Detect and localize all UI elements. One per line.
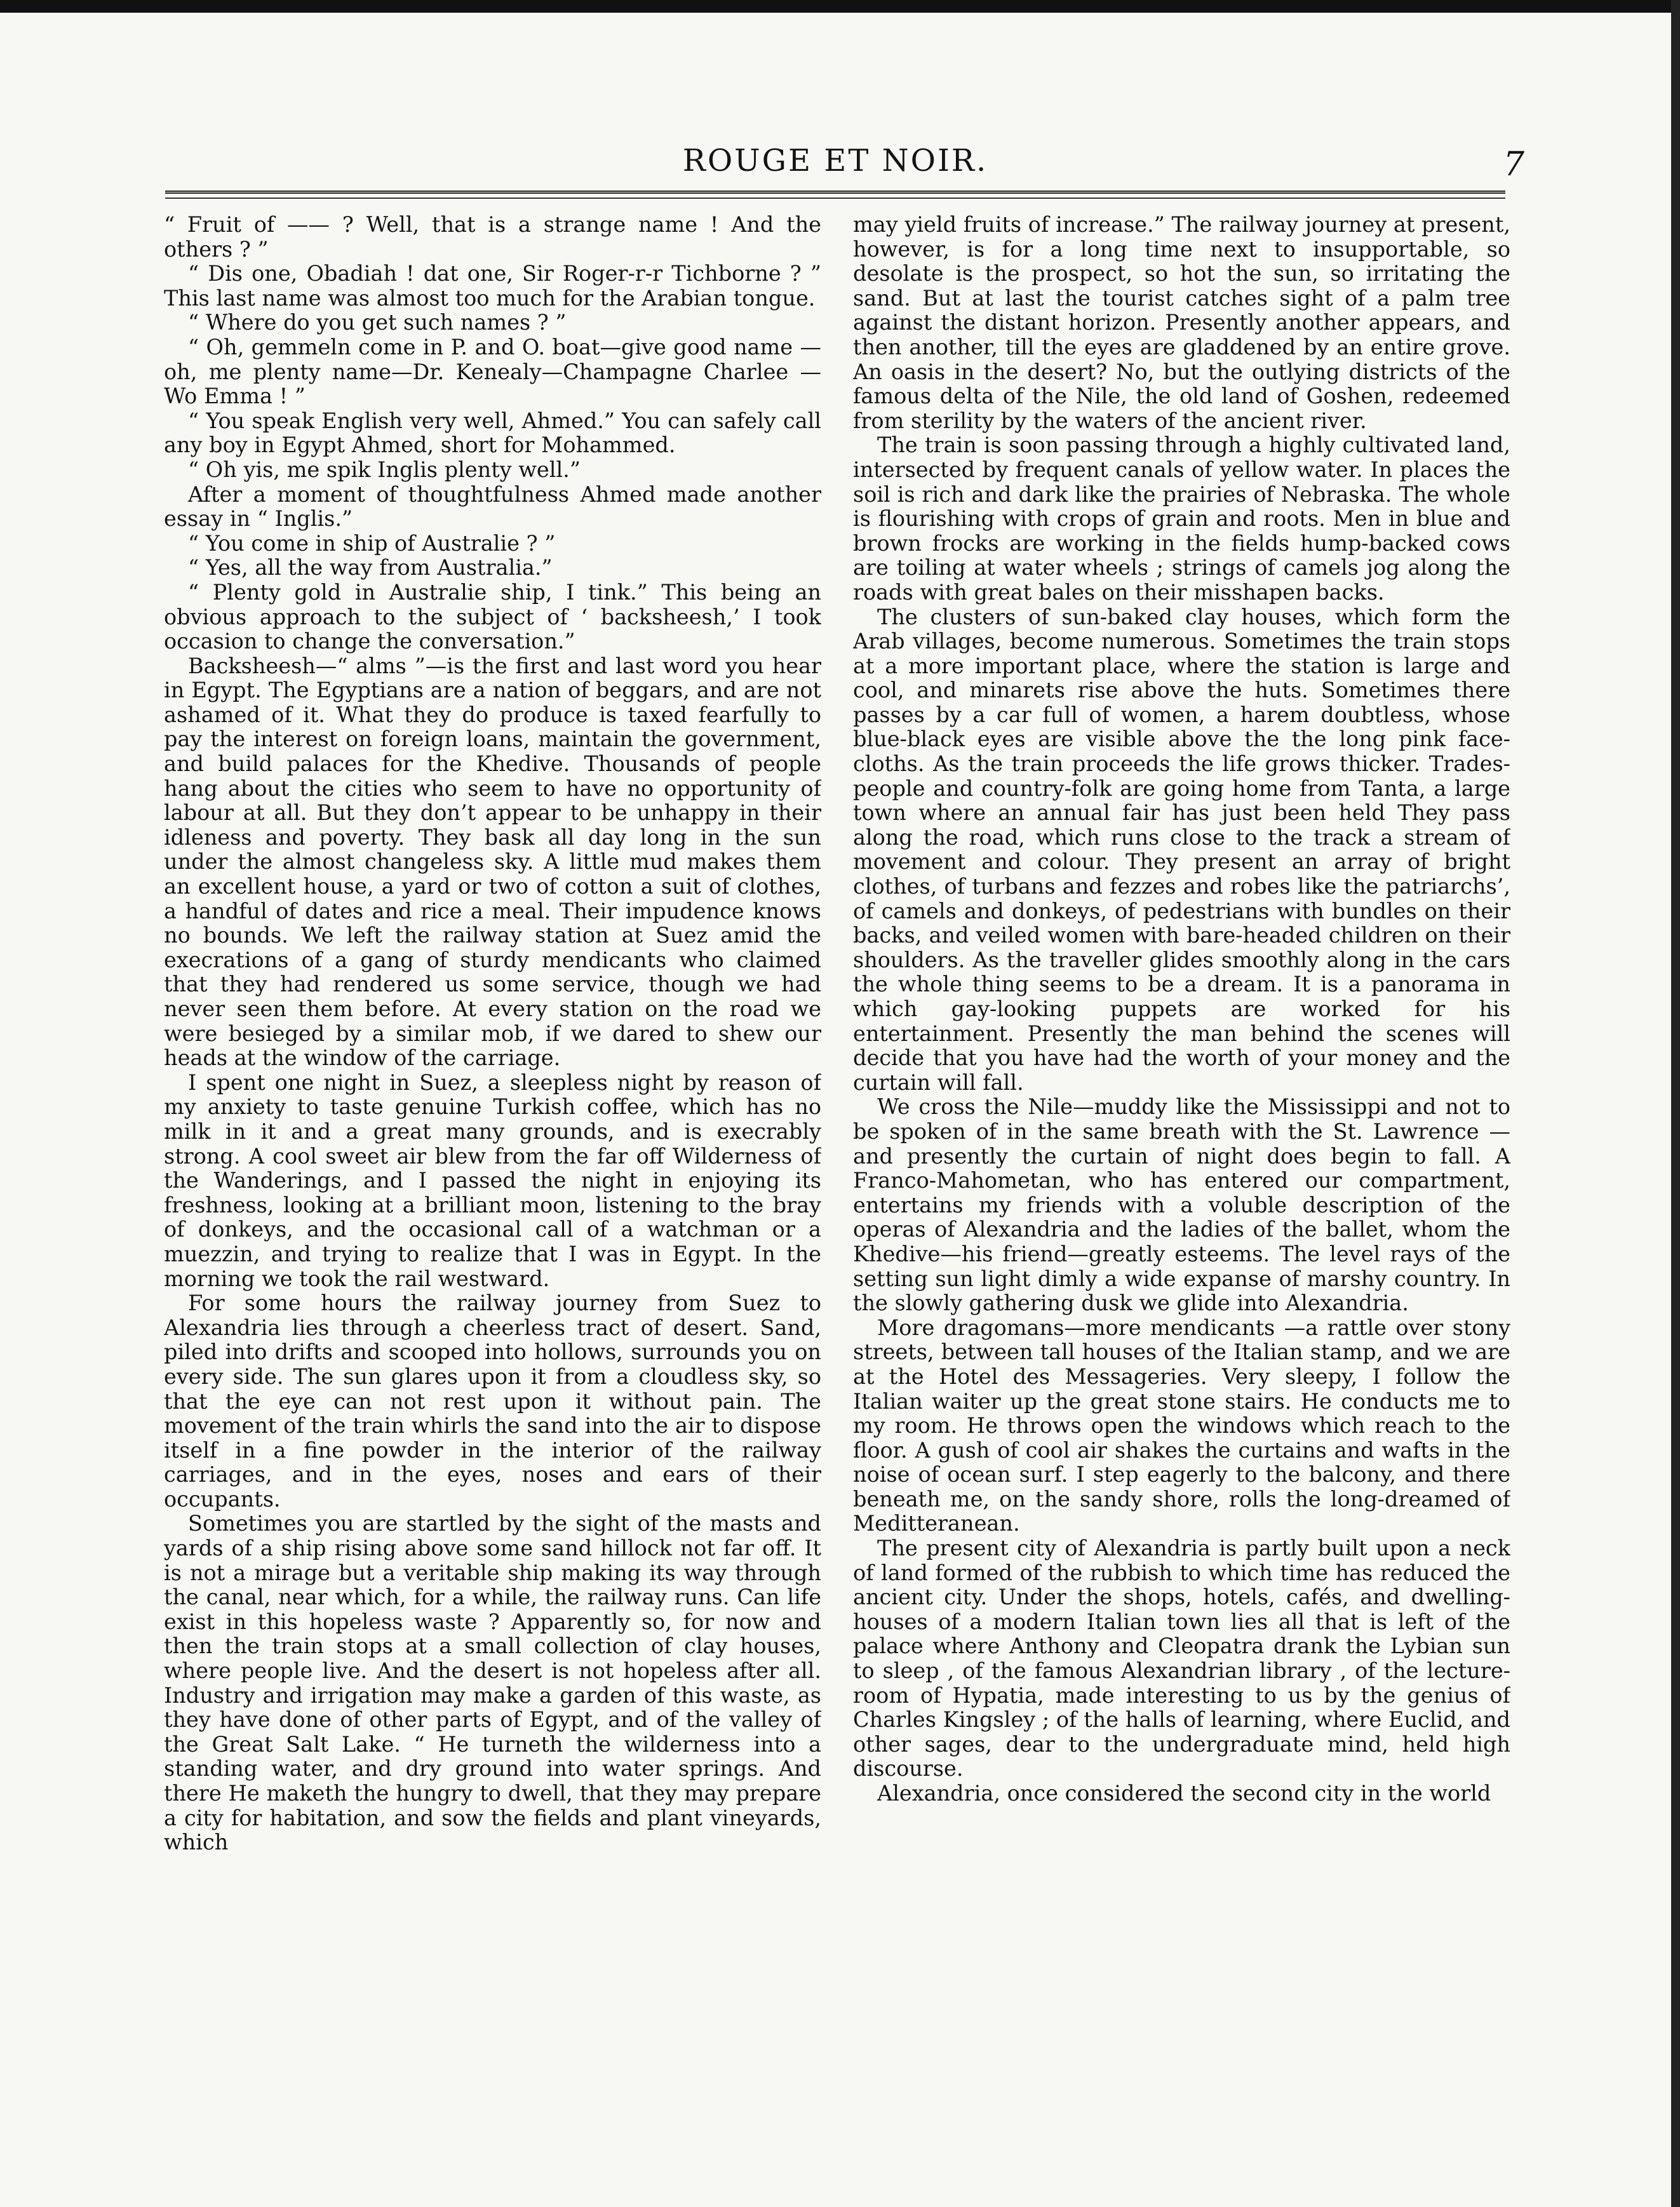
paragraph: The present city of Alexandria is partly built upon a neck of land formed of the rubbish to which time has reduced the ancient city. Under the shops, hotels, cafés, and dwelling-houses of a modern Italian town lies all that is left of the palace where Anthony and Cleopatra drank the Lybian sun to sleep , of the famous Alexandrian library , of the lecture-room of Hypatia, made interesting to us by the genius of Charles Kingsley ; of the halls of learning, where Euclid, and other sages, dear to the undergraduate mind, held high discourse.: [853, 1536, 1510, 1781]
paragraph: “ Oh, gemmeln come in P. and O. boat—give good name —oh, me plenty name—Dr. Kenealy—Champagne Charlee —Wo Emma ! ”: [164, 334, 821, 409]
paragraph: Backsheesh—“ alms ”—is the first and last word you hear in Egypt. The Egyptians are a nation of beggars, and are not ashamed of it. What they do produce is taxed fearfully to pay the interest on foreign loans, maintain the government, and build palaces for the Khedive. Thousands of people hang about the cities who seem to have no opportunity of labour at all. But they don’t appear to be unhappy in their idleness and poverty. They bask all day long in the sun under the almost changeless sky. A little mud makes them an excellent house, a yard or two of cotton a suit of clothes, a handful of dates and rice a meal. Their impudence knows no bounds. We left the railway station at Suez amid the execrations of a gang of sturdy mendicants who claimed that they had rendered us some service, though we had never seen them before. At every station on the road we were besieged by a similar mob, if we dared to shew our heads at the window of the carriage.: [164, 653, 821, 1071]
paragraph: For some hours the railway journey from Suez to Alexandria lies through a cheerless tract of desert. Sand, piled into drifts and scooped into hollows, surrounds you on every side. The sun glares upon it from a cloudless sky, so that the eye can not rest upon it without pain. The movement of the train whirls the sand into the air to dispose itself in a fine powder in the interior of the railway carriages, and in the eyes, noses and ears of their occupants.: [164, 1291, 821, 1512]
page-number: 7: [1503, 145, 1524, 184]
paragraph: After a moment of thoughtfulness Ahmed made another essay in “ Inglis.”: [164, 481, 821, 532]
top-border-rule: [0, 0, 1680, 13]
paragraph: More dragomans—more mendicants —a rattle over stony streets, between tall houses of the Italian stamp, and we are at the Hotel des Messageries. Very sleepy, I follow the Italian waiter up the great stone stairs. He conducts me to my room. He throws open the windows which reach to the floor. A gush of cool air shakes the curtains and wafts in the noise of ocean surf. I step eagerly to the balcony, and there beneath me, on the sandy shore, rolls the long-dreamed of Meditteranean.: [853, 1315, 1510, 1536]
paragraph: Sometimes you are startled by the sight of the masts and yards of a ship rising above some sand hillock not far off. It is not a mirage but a veritable ship making its way through the canal, near which, for a while, the railway runs. Can life exist in this hopeless waste ? Apparently so, for now and then the train stops at a small collection of clay houses, where people live. And the desert is not hopeless after all. Industry and irrigation may make a garden of this waste, as they have done of other parts of Egypt, and of the valley of the Great Salt Lake. “ He turneth the wilderness into a standing water, and dry ground into water springs. And there He maketh the hungry to dwell, that they may prepare a city for habitation, and sow the fields and plant vineyards, which: [164, 1511, 821, 1855]
running-title: ROUGE ET NOIR.: [682, 143, 988, 178]
paragraph: “ Oh yis, me spik Inglis plenty well.”: [188, 457, 581, 482]
paragraph: We cross the Nile—muddy like the Mississippi and not to be spoken of in the same breath with the St. Lawrence —and presently the curtain of night does begin to fall. A Franco-Mahometan, who has entered our compartment, entertains my friends with a voluble description of the operas of Alexandria and the ladies of the ballet, whom the Khedive—his friend—greatly esteems. The level rays of the setting sun light dimly a wide expanse of marshy country. In the slowly gathering dusk we glide into Alexandria.: [853, 1094, 1510, 1316]
paragraph: “ Plenty gold in Australie ship, I tink.” This being an obvious approach to the subject of ‘ backsheesh,’ I took occasion to change the conversation.”: [164, 579, 821, 654]
paragraph: The clusters of sun-baked clay houses, which form the Arab villages, become numerous. Sometimes the train stops at a more important place, where the station is large and cool, and minarets rise above the huts. Sometimes there passes by a car full of women, a harem doubtless, whose blue-black eyes are visible above the the long pink face-cloths. As the train proceeds the life grows thicker. Trades-people and country-folk are going home from Tanta, a large town where an annual fair has just been held They pass along the road, which runs close to the track a stream of movement and colour. They present an array of bright clothes, of turbans and fezzes and robes like the patriarchs’, of camels and donkeys, of pedestrians with bundles on their backs, and veiled women with bare-headed children on their shoulders. As the traveller glides smoothly along in the cars the whole thing seems to be a dream. It is a panorama in which gay-looking puppets are worked for his entertainment. Presently the man behind the scenes will decide that you have had the worth of your money and the curtain will fall.: [853, 604, 1510, 1095]
article-body: [164, 213, 1510, 2175]
header-rule: [165, 191, 1505, 199]
paragraph: “ Where do you get such names ? ”: [188, 310, 567, 335]
paragraph: I spent one night in Suez, a sleepless night by reason of my anxiety to taste genuine Turkish coffee, which has no milk in it and a great many grounds, and is execrably strong. A cool sweet air blew from the far off Wilderness of the Wanderings, and I passed the night in enjoying its freshness, looking at a brilliant moon, listening to the bray of donkeys, and the occasional call of a watchman or a muezzin, and trying to realize that I was in Egypt. In the morning we took the rail westward.: [164, 1070, 821, 1291]
left-column: [164, 213, 821, 2175]
paragraph: The train is soon passing through a highly cultivated land, intersected by frequent canals of yellow water. In places the soil is rich and dark like the prairies of Nebraska. The whole is flourishing with crops of grain and roots. Men in blue and brown frocks are working in the fields hump-backed cows are toiling at water wheels ; strings of camels jog along the roads with great bales on their misshapen backs.: [853, 433, 1510, 605]
page-edge-shadow: [1671, 0, 1680, 2207]
paragraph: “ You come in ship of Australie ? ”: [188, 530, 556, 556]
paragraph: “ You speak English very well, Ahmed.” You can safely call any boy in Egypt Ahmed, short for Mohammed.: [164, 408, 821, 458]
right-column: [853, 213, 1510, 2175]
paragraph: “ Yes, all the way from Australia.”: [188, 555, 553, 580]
paragraph: “ Dis one, Obadiah ! dat one, Sir Roger-r-r Tichborne ? ” This last name was almost too much for the Arabian tongue.: [164, 261, 821, 311]
paragraph: Alexandria, once considered the second city in the world: [877, 1781, 1491, 1806]
paragraph: may yield fruits of increase.” The railway journey at present, however, is for a long time next to insupportable, so desolate is the prospect, so hot the sun, so irritating the sand. But at last the tourist catches sight of a palm tree against the distant horizon. Presently another appears, and then another, till the eyes are gladdened by an entire grove. An oasis in the desert? No, but the outlying districts of the famous delta of the Nile, the old land of Goshen, redeemed from sterility by the waters of the ancient river.: [853, 213, 1510, 433]
paragraph: “ Fruit of —— ? Well, that is a strange name ! And the others ? ”: [164, 213, 821, 262]
